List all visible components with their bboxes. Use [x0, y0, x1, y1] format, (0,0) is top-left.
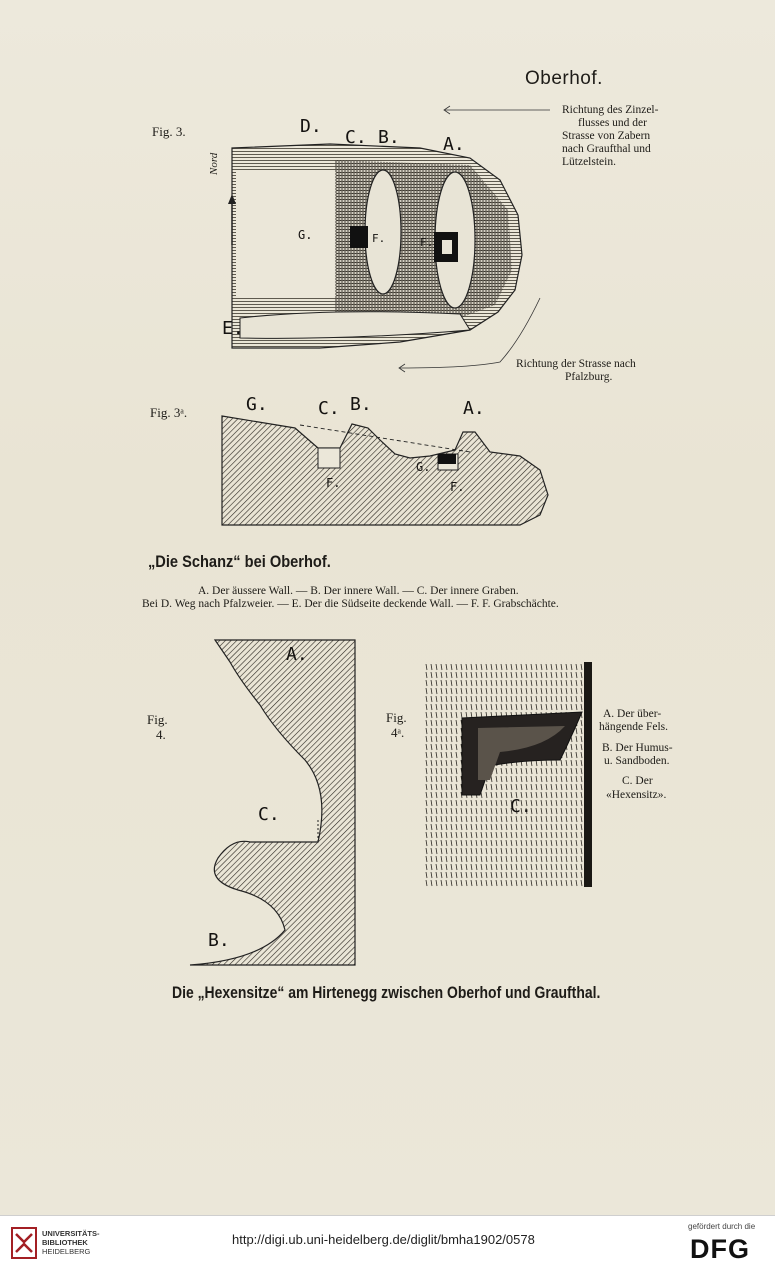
fig3a-letter-g2: G. [416, 460, 431, 474]
fig3-label: Fig. 3. [152, 124, 186, 139]
fig3-letter-a: A. [443, 134, 465, 155]
fig3a-shaft-1 [318, 448, 340, 468]
fig4a-legend-3: B. Der Humus- [602, 742, 673, 754]
university-name [42, 1229, 100, 1256]
fig3-note-bottom-2: Pfalzburg. [565, 371, 613, 383]
fig3-letter-b: B. [378, 127, 400, 148]
fig3-letter-f1: F. [372, 232, 386, 245]
fig3a-letter-a: A. [463, 398, 485, 419]
page-title: Oberhof. [525, 68, 603, 89]
fig3-note-top-4: nach Graufthal und [562, 143, 651, 155]
fig3a-shaft-2 [438, 454, 456, 464]
fig3-note-top-3: Strasse von Zabern [562, 130, 651, 142]
fig3-plateau [236, 170, 336, 298]
fig3-note-top-1: Richtung des Zinzel- [562, 104, 659, 116]
university-name-line-3: HEIDELBERG [42, 1247, 91, 1256]
fig3-letter-e: E. [222, 318, 244, 339]
fig3-note-top-5: Lützelstein. [562, 156, 616, 168]
university-logo-icon [10, 1226, 38, 1260]
fig4a-front [425, 662, 592, 887]
fig4-letter-c: C. [258, 804, 280, 825]
fig4a-edge [584, 662, 592, 887]
university-name-line-1: UNIVERSITÄTS- [42, 1229, 100, 1238]
fig3a-letter-f2: F. [450, 480, 465, 494]
caption-schanz-legend-1: A. Der äussere Wall. — B. Der innere Wall. — C. Der innere Graben. [198, 585, 519, 597]
north-label: Nord [208, 152, 220, 175]
fig4a-legend-6: «Hexensitz». [606, 789, 667, 801]
fig4a-legend-5: C. Der [622, 775, 653, 787]
fig3-note-bottom-1: Richtung der Strasse nach [516, 358, 636, 370]
fig3a-ground [222, 416, 548, 525]
fig3a-letter-c: C. [318, 398, 340, 419]
caption-hexensitze-title: Die „Hexensitze“ am Hirtenegg zwischen Oberhof und Graufthal. [172, 983, 601, 1002]
fig4a-legend-2: hängende Fels. [599, 721, 668, 733]
funded-by-label: gefördert durch die [688, 1222, 756, 1231]
caption-schanz-legend-2: Bei D. Weg nach Pfalzweier. — E. Der die Südseite deckende Wall. — F. F. Grabschächte. [142, 598, 559, 610]
fig3-note-top-2: flusses und der [578, 117, 647, 129]
fig4a-rock [425, 662, 590, 887]
permalink-url[interactable]: http://digi.ub.uni-heidelberg.de/diglit/bmha1902/0578 [232, 1232, 535, 1247]
fig4a-legend-4: u. Sandboden. [604, 755, 670, 767]
fig4a-number: 4ᵃ. [391, 725, 405, 740]
university-name-line-2: BIBLIOTHEK [42, 1238, 88, 1247]
fig3-shaft-1 [350, 226, 368, 248]
fig3-letter-f2: F. [420, 236, 434, 249]
fig3a-label: Fig. 3ᵃ. [150, 405, 188, 420]
fig3-letter-d: D. [300, 116, 322, 137]
fig4a-legend-1: A. Der über- [603, 708, 662, 720]
caption-schanz-title: „Die Schanz“ bei Oberhof. [148, 552, 331, 571]
fig3a-letter-g: G. [246, 394, 268, 415]
fig3-letter-g: G. [298, 228, 313, 242]
fig4-label: Fig. [147, 712, 168, 727]
fig3a-letter-f1: F. [326, 476, 341, 490]
fig4a-letter-c: C. [510, 796, 532, 817]
fig3a-profile [222, 416, 548, 525]
footer-bar [0, 1215, 775, 1272]
fig3a-letter-b: B. [350, 394, 372, 415]
fig4-rock [190, 640, 355, 965]
fig4-letter-b: B. [208, 930, 230, 951]
fig4-letter-a: A. [286, 644, 308, 665]
fig4-number: 4. [156, 727, 166, 742]
dfg-logo: DFG [690, 1234, 750, 1264]
fig4-section [190, 640, 355, 965]
fig4a-label: Fig. [386, 710, 407, 725]
fig3-letter-c: C. [345, 127, 367, 148]
